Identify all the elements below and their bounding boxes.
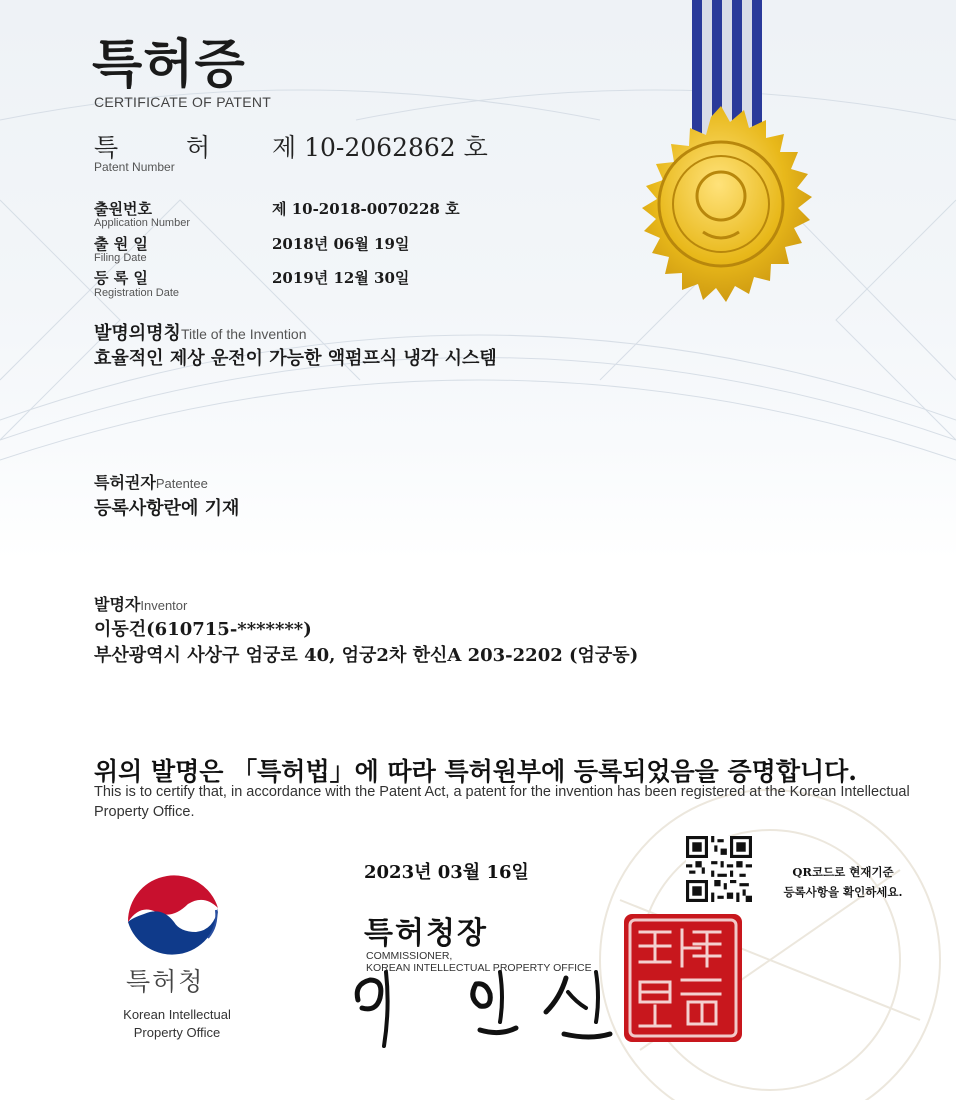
gold-medal-icon — [608, 104, 834, 304]
invention-title-label-ko: 발명의명칭 — [94, 323, 181, 344]
filing-date-label-en: Filing Date — [94, 252, 147, 264]
kipo-name-en — [98, 1006, 256, 1042]
commissioner-title-en-line2: KOREAN INTELLECTUAL PROPERTY OFFICE — [366, 962, 592, 974]
commissioner-title: 특허청장 — [364, 916, 488, 951]
certification-text-en: This is to certify that, in accordance with the Patent Act, a patent for the invention has been registered at the Korean Intellectual Property Office. — [94, 784, 910, 820]
kipo-name-en-line2: Property Office — [133, 1025, 221, 1040]
kipo-name-ko: 특허청 — [126, 967, 205, 996]
patentee-label-en: Patentee — [155, 476, 208, 491]
patent-number-label-en: Patent Number — [94, 160, 175, 174]
registration-date-label: 등 록 일 — [94, 269, 148, 287]
application-number-value: 제 10-2018-0070228 호 — [272, 200, 460, 218]
kipo-name-en-line1: Korean Intellectual — [123, 1007, 231, 1022]
patent-label-char2: 허 — [186, 133, 211, 162]
invention-title-label — [94, 319, 307, 345]
invention-title-label-en: Title of the Invention — [180, 326, 307, 342]
inventor-label-en: Inventor — [140, 598, 188, 613]
qr-instruction — [758, 862, 928, 902]
registration-date-value: 2019년 12월 30일 — [272, 269, 410, 287]
commissioner-signature — [340, 958, 630, 1058]
qr-code-icon[interactable] — [686, 836, 752, 902]
patent-label-char1: 특 — [94, 133, 119, 162]
patentee-label-ko: 특허권자 — [94, 473, 156, 492]
qr-instruction-line1: QR코드로 현재기준 — [792, 865, 894, 879]
application-number-label: 출원번호 — [94, 200, 152, 218]
registration-date-label-en: Registration Date — [94, 287, 179, 299]
qr-instruction-line2: 등록사항을 확인하세요. — [783, 885, 903, 899]
application-number-label-en: Application Number — [94, 217, 190, 229]
patentee-label — [94, 470, 208, 493]
inventor-address: 부산광역시 사상구 엄궁로 40, 엄궁2차 한신A 203-2202 (엄궁동) — [94, 645, 639, 666]
kipo-logo-icon — [118, 860, 228, 970]
commissioner-title-en-line1: COMMISSIONER, — [366, 950, 453, 962]
inventor-label — [94, 592, 187, 615]
issue-date: 2023년 03월 16일 — [364, 862, 529, 883]
inventor-label-ko: 발명자 — [94, 595, 141, 614]
certification-text-ko: 위의 발명은 「특허법」에 따라 특허원부에 등록되었음을 증명합니다. — [94, 757, 857, 786]
inventor-name: 이동건(610715-*******) — [94, 619, 312, 640]
patent-number: 제 10-2062862 호 — [272, 133, 488, 162]
filing-date-value: 2018년 06월 19일 — [272, 235, 410, 253]
patentee-value: 등록사항란에 기재 — [94, 498, 240, 519]
invention-title: 효율적인 제상 운전이 가능한 액펌프식 냉각 시스템 — [94, 348, 497, 369]
certificate-title: 특허증 — [92, 35, 246, 95]
official-seal-icon — [620, 910, 746, 1046]
certificate-subtitle: CERTIFICATE OF PATENT — [94, 94, 272, 110]
filing-date-label: 출 원 일 — [94, 235, 148, 253]
